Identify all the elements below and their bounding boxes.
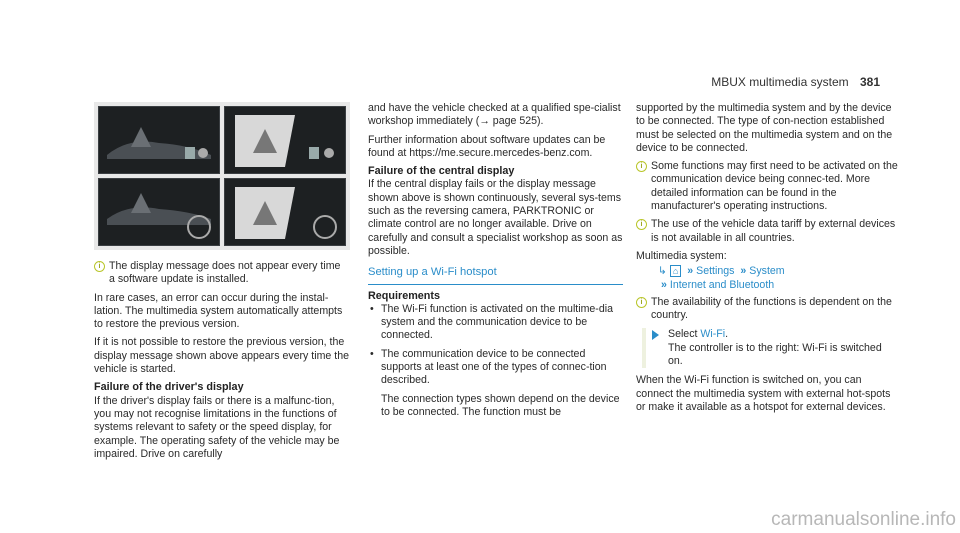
paragraph: If the driver's display fails or there is a malfunc-tion, you may not recognise limitations in the functions of systems relevant to safety or the speed display, for example. The operating safety of the vehicle may be impaired. Drive on carefully [94,394,340,460]
page-header [711,75,880,89]
paragraph: Further information about software updates can be found at https://me.secure.mercedes-benz.com. [368,133,606,159]
column-1 [94,102,349,466]
info-icon: i [94,261,105,272]
note-text: Some functions may first need to be activated on the communication device being connec-ted. More detailed information can be found in the manufacturer's operating instructions. [651,160,898,213]
home-icon: ⌂ [670,265,681,277]
instruction-step [642,328,898,368]
note [636,296,898,323]
path-internet-bluetooth: Internet and Bluetooth [669,278,775,291]
display-message-figure [94,102,350,250]
subheading: Failure of the driver's display [94,381,244,394]
note [636,160,898,213]
chevron-icon: » [661,278,667,291]
column-2 [368,102,623,424]
step-text: Select [668,328,698,341]
paragraph: When the Wi-Fi function is switched on, you can connect the multimedia system with external hot-spots or make it available as a hotspot for external devices. [636,374,891,413]
paragraph: If it is not possible to restore the previous version, the display message shown above appears every time the vehicle is started. [94,336,349,376]
path-settings: Settings [696,265,735,278]
chevron-icon: » [687,265,694,278]
figure-panel-2 [224,106,346,174]
info-icon: i [636,219,647,230]
figure-panel-1 [98,106,220,174]
subheading: Failure of the central display [368,165,515,178]
step-result: The controller is to the right: Wi-Fi is switched on. [668,341,882,368]
sub-paragraph: The connection types shown depend on the device to be connected. The function must be [381,392,620,418]
info-icon: i [636,161,647,172]
paragraph: supported by the multimedia system and by the device to be connected. The type of con-nection established must be selected on the multimedia system and on the device to be connected. [636,102,893,154]
path-arrow-icon: ↳ [658,265,667,278]
info-icon: i [636,297,647,308]
watermark: carmanualsonline.info [771,509,956,530]
step-arrow-icon [652,330,659,340]
section-heading: Setting up a Wi-Fi hotspot [368,266,623,284]
note [636,218,898,245]
bullet-item: • The Wi-Fi function is activated on the multime-dia system and the communication device to be connected. [368,303,623,343]
note-text: The availability of the functions is dependent on the country. [651,295,892,322]
menu-path [636,265,898,292]
note [94,260,349,287]
note-text: The use of the vehicle data tariff by external devices is not available in all countries. [651,218,896,244]
subheading: Requirements [368,289,440,302]
step-wifi-link: Wi-Fi [700,328,726,341]
figure-panel-3 [98,178,220,246]
page-number: 381 [859,75,880,89]
paragraph: Multimedia system: [636,249,727,262]
path-system: System [749,265,785,278]
figure-panel-4 [224,178,346,246]
step-punct: . [725,328,729,341]
header-title: MBUX multimedia system [711,75,849,89]
bullet-item: • The communication device to be connected supports at least one of the types of connec-tion described. [368,348,623,388]
paragraph: In rare cases, an error can occur during the instal-lation. The multimedia system automatically attempts to restore the previous version. [94,291,343,331]
paragraph: and have the vehicle checked at a qualified spe-cialist workshop immediately (→ page 525). [368,102,621,128]
chevron-icon: » [740,265,747,278]
column-3 [636,102,898,419]
paragraph: If the central display fails or the display message shown above is shown continuously, several sys-tems such as the reversing camera, PARKTRONIC or climate control are no longer available. Drive on carefully and consult a specialist workshop as soon as possible. [368,178,623,257]
note-text: The display message does not appear every time a software update is installed. [109,260,341,286]
